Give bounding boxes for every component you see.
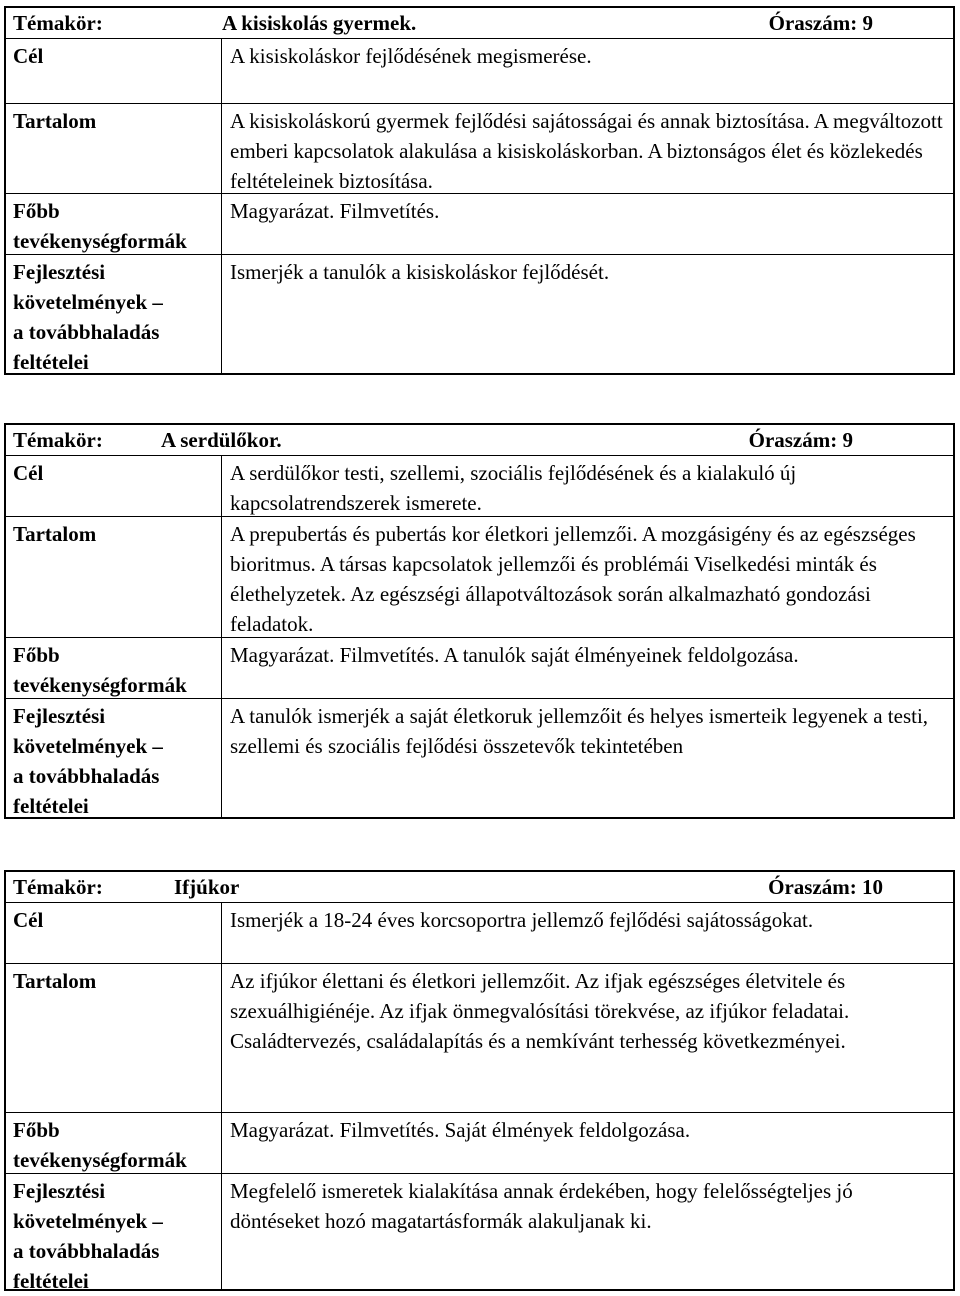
section-kisiskolas [4, 6, 955, 375]
temakor-label: Témakör: [13, 11, 103, 35]
section-header [6, 872, 953, 903]
row-value: Ismerjék a tanulók a kisiskoláskor fejlődését. [230, 260, 610, 284]
row-value: Az ifjúkor élettani és életkori jellemzőit. Az ifjak egészséges életvitele és szexuálhigiénéje. Az ifjak önmegvalósítási törekvése, az ifjúkor feladatai. Családtervezés, családalapítás és a nemkívánt terhesség következményei. [230, 969, 850, 1053]
row-tevekenysegformak [6, 194, 953, 255]
section-ifjukor [4, 870, 955, 1291]
row-label: Fejlesztési követelmények – a továbbhaladás feltételei [6, 699, 222, 817]
temakor-label: Témakör: [13, 428, 103, 452]
row-value: A prepubertás és pubertás kor életkori jellemzői. A mozgásigény és az egészséges bioritmus. A társas kapcsolatok jellemzői és problémái Viselkedési minták és élethelyzetek. Az egészségi állapotváltozások során alkalmazható gondozási feladatok. [230, 522, 916, 636]
row-cel [6, 903, 953, 964]
section-header [6, 425, 953, 456]
row-label: Tartalom [6, 517, 222, 637]
row-value: Ismerjék a 18-24 éves korcsoportra jellemző fejlődési sajátosságokat. [230, 908, 814, 932]
section-title: A serdülőkor. [161, 428, 282, 452]
row-value: Magyarázat. Filmvetítés. Saját élmények feldolgozása. [230, 1118, 691, 1142]
row-value: A kisiskoláskorú gyermek fejlődési sajátosságai és annak biztosítása. A megváltozott emberi kapcsolatok alakulása a kisiskoláskorban. A biztonságos élet és közlekedés feltételeinek biztosítása. [230, 109, 943, 193]
row-tevekenysegformak [6, 638, 953, 699]
row-tevekenysegformak [6, 1113, 953, 1174]
row-label: Főbb tevékenységformák [6, 194, 222, 254]
row-value: Magyarázat. Filmvetítés. A tanulók saját élményeinek feldolgozása. [230, 643, 799, 667]
row-label: Főbb tevékenységformák [6, 1113, 222, 1173]
row-cel [6, 456, 953, 517]
row-tartalom [6, 104, 953, 194]
row-label: Tartalom [6, 964, 222, 1112]
row-fejlesztesi [6, 1174, 953, 1293]
oraszam: Óraszám: 9 [748, 428, 853, 452]
section-serdulokor [4, 423, 955, 819]
row-value: A kisiskoláskor fejlődésének megismerése. [230, 44, 592, 68]
row-value: A tanulók ismerjék a saját életkoruk jellemzőit és helyes ismerteik legyenek a testi, szellemi és szociális fejlődési összetevők tekintetében [230, 704, 929, 758]
row-fejlesztesi [6, 699, 953, 817]
row-cel [6, 39, 953, 104]
row-label: Főbb tevékenységformák [6, 638, 222, 698]
row-tartalom [6, 964, 953, 1113]
section-title: Ifjúkor [174, 875, 240, 899]
row-label: Cél [6, 903, 222, 963]
oraszam: Óraszám: 9 [768, 11, 873, 35]
row-value: Magyarázat. Filmvetítés. [230, 199, 440, 223]
temakor-label: Témakör: [13, 875, 103, 899]
section-title: A kisiskolás gyermek. [222, 11, 417, 35]
row-label: Fejlesztési követelmények – a továbbhaladás feltételei [6, 1174, 222, 1289]
oraszam: Óraszám: 10 [768, 875, 883, 899]
row-tartalom [6, 517, 953, 638]
row-label: Cél [6, 456, 222, 516]
row-label: Cél [6, 39, 222, 103]
row-value: A serdülőkor testi, szellemi, szociális fejlődésének és a kialakuló új kapcsolatrendszerek ismerete. [230, 461, 797, 515]
row-fejlesztesi [6, 255, 953, 373]
row-value: Megfelelő ismeretek kialakítása annak érdekében, hogy felelősségteljes jó döntéseket hozó magatartásformák alakuljanak ki. [230, 1179, 853, 1233]
row-label: Fejlesztési követelmények – a továbbhaladás feltételei [6, 255, 222, 373]
row-label: Tartalom [6, 104, 222, 193]
section-header [6, 8, 953, 39]
